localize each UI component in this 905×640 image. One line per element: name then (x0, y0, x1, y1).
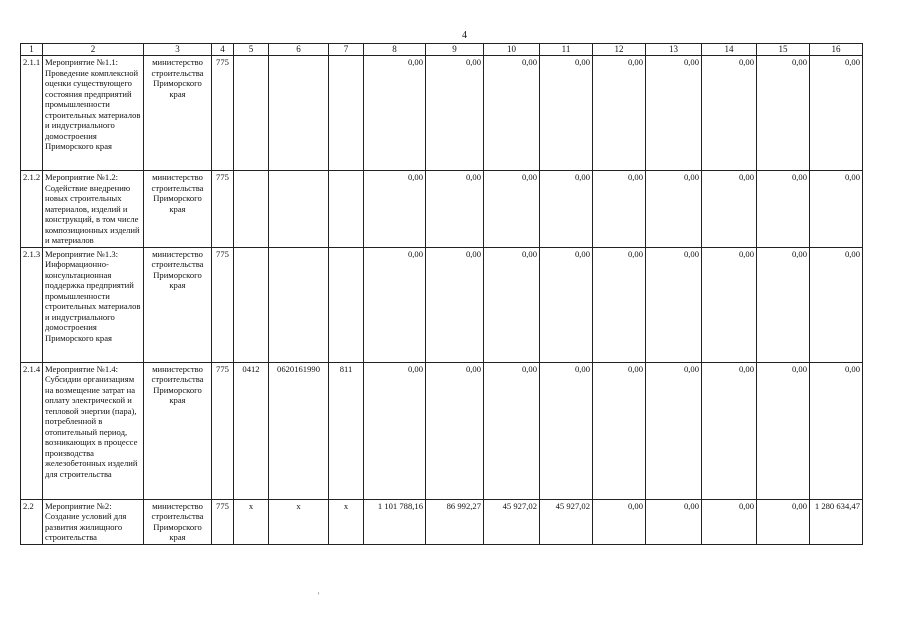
column-header: 8 (364, 44, 426, 56)
column-header: 10 (484, 44, 540, 56)
amount-cell: 0,00 (702, 362, 757, 499)
executor-cell: министерство строительства Приморского края (144, 171, 212, 248)
amount-cell: 0,00 (810, 247, 863, 362)
amount-cell: 0,00 (426, 247, 484, 362)
amount-cell: 0,00 (757, 362, 810, 499)
code-cell (269, 247, 329, 362)
stray-mark: ' (318, 591, 320, 600)
amount-cell: 0,00 (593, 499, 646, 544)
amount-cell: 0,00 (593, 56, 646, 171)
amount-cell: 0,00 (593, 362, 646, 499)
code-cell (234, 247, 269, 362)
column-header: 3 (144, 44, 212, 56)
amount-cell: 0,00 (364, 56, 426, 171)
amount-cell: 0,00 (702, 171, 757, 248)
amount-cell: 0,00 (364, 171, 426, 248)
code-cell (234, 171, 269, 248)
amount-cell: 0,00 (426, 56, 484, 171)
measure-name-cell: Мероприятие №2: Создание условий для развития жилищного строительства (43, 499, 144, 544)
amount-cell: 1 280 634,47 (810, 499, 863, 544)
code-cell (329, 171, 364, 248)
amount-cell: 0,00 (593, 171, 646, 248)
code-cell (269, 171, 329, 248)
amount-cell: 0,00 (757, 247, 810, 362)
amount-cell: 1 101 788,16 (364, 499, 426, 544)
amount-cell: 0,00 (484, 362, 540, 499)
amount-cell: 0,00 (646, 171, 702, 248)
column-header: 15 (757, 44, 810, 56)
table-row (21, 499, 863, 544)
code-cell: 0412 (234, 362, 269, 499)
measure-name-cell: Мероприятие №1.3: Информационно-консультационная поддержка предприятий промышленности строительных материалов и индустриального домостроения Приморского края (43, 247, 144, 362)
column-header: 6 (269, 44, 329, 56)
code-cell (234, 56, 269, 171)
code-cell (329, 247, 364, 362)
table-body (21, 56, 863, 545)
code-cell: 0620161990 (269, 362, 329, 499)
table-row (21, 247, 863, 362)
header-row (21, 44, 863, 56)
amount-cell: 0,00 (646, 56, 702, 171)
column-header: 12 (593, 44, 646, 56)
executor-cell: министерство строительства Приморского края (144, 362, 212, 499)
code-cell: x (329, 499, 364, 544)
column-header: 7 (329, 44, 364, 56)
amount-cell: 0,00 (757, 171, 810, 248)
amount-cell: 0,00 (757, 56, 810, 171)
amount-cell: 0,00 (540, 171, 593, 248)
amount-cell: 0,00 (426, 171, 484, 248)
amount-cell: 86 992,27 (426, 499, 484, 544)
amount-cell: 0,00 (702, 56, 757, 171)
column-header: 1 (21, 44, 43, 56)
column-header: 16 (810, 44, 863, 56)
column-header: 13 (646, 44, 702, 56)
amount-cell: 0,00 (484, 247, 540, 362)
executor-cell: министерство строительства Приморского края (144, 56, 212, 171)
amount-cell: 0,00 (702, 247, 757, 362)
amount-cell: 0,00 (540, 247, 593, 362)
column-header: 11 (540, 44, 593, 56)
code-cell: 811 (329, 362, 364, 499)
column-header: 14 (702, 44, 757, 56)
amount-cell: 0,00 (810, 171, 863, 248)
amount-cell: 0,00 (810, 56, 863, 171)
table-header (21, 44, 863, 56)
amount-cell: 0,00 (646, 247, 702, 362)
code-cell: 775 (212, 171, 234, 248)
table-row (21, 56, 863, 171)
amount-cell: 0,00 (484, 56, 540, 171)
code-cell (269, 56, 329, 171)
amount-cell: 0,00 (540, 56, 593, 171)
column-header: 9 (426, 44, 484, 56)
table-row (21, 171, 863, 248)
row-number-cell: 2.1.3 (21, 247, 43, 362)
budget-table (20, 43, 863, 545)
row-number-cell: 2.2 (21, 499, 43, 544)
executor-cell: министерство строительства Приморского края (144, 247, 212, 362)
amount-cell: 0,00 (364, 247, 426, 362)
column-header: 4 (212, 44, 234, 56)
code-cell: 775 (212, 56, 234, 171)
row-number-cell: 2.1.2 (21, 171, 43, 248)
row-number-cell: 2.1.4 (21, 362, 43, 499)
code-cell (329, 56, 364, 171)
amount-cell: 0,00 (593, 247, 646, 362)
amount-cell: 45 927,02 (484, 499, 540, 544)
amount-cell: 45 927,02 (540, 499, 593, 544)
page-number: 4 (462, 30, 467, 41)
measure-name-cell: Мероприятие №1.4: Субсидии организациям на возмещение затрат на оплату электрической и тепловой энергии (пара), потребленной в отопительный период, возникающих в процессе производства железобетонных изделий для строительства (43, 362, 144, 499)
row-number-cell: 2.1.1 (21, 56, 43, 171)
column-header: 5 (234, 44, 269, 56)
amount-cell: 0,00 (484, 171, 540, 248)
amount-cell: 0,00 (364, 362, 426, 499)
code-cell: 775 (212, 362, 234, 499)
amount-cell: 0,00 (757, 499, 810, 544)
table-row (21, 362, 863, 499)
amount-cell: 0,00 (646, 362, 702, 499)
amount-cell: 0,00 (810, 362, 863, 499)
measure-name-cell: Мероприятие №1.1: Проведение комплексной оценки существующего состояния предприятий промышленности строительных материалов и индустриального домостроения Приморского края (43, 56, 144, 171)
code-cell: 775 (212, 247, 234, 362)
code-cell: 775 (212, 499, 234, 544)
code-cell: x (269, 499, 329, 544)
amount-cell: 0,00 (702, 499, 757, 544)
amount-cell: 0,00 (540, 362, 593, 499)
column-header: 2 (43, 44, 144, 56)
amount-cell: 0,00 (426, 362, 484, 499)
amount-cell: 0,00 (646, 499, 702, 544)
measure-name-cell: Мероприятие №1.2: Содействие внедрению новых строительных материалов, изделий и конструкций, в том числе композиционных изделий и материалов (43, 171, 144, 248)
executor-cell: министерство строительства Приморского края (144, 499, 212, 544)
code-cell: x (234, 499, 269, 544)
